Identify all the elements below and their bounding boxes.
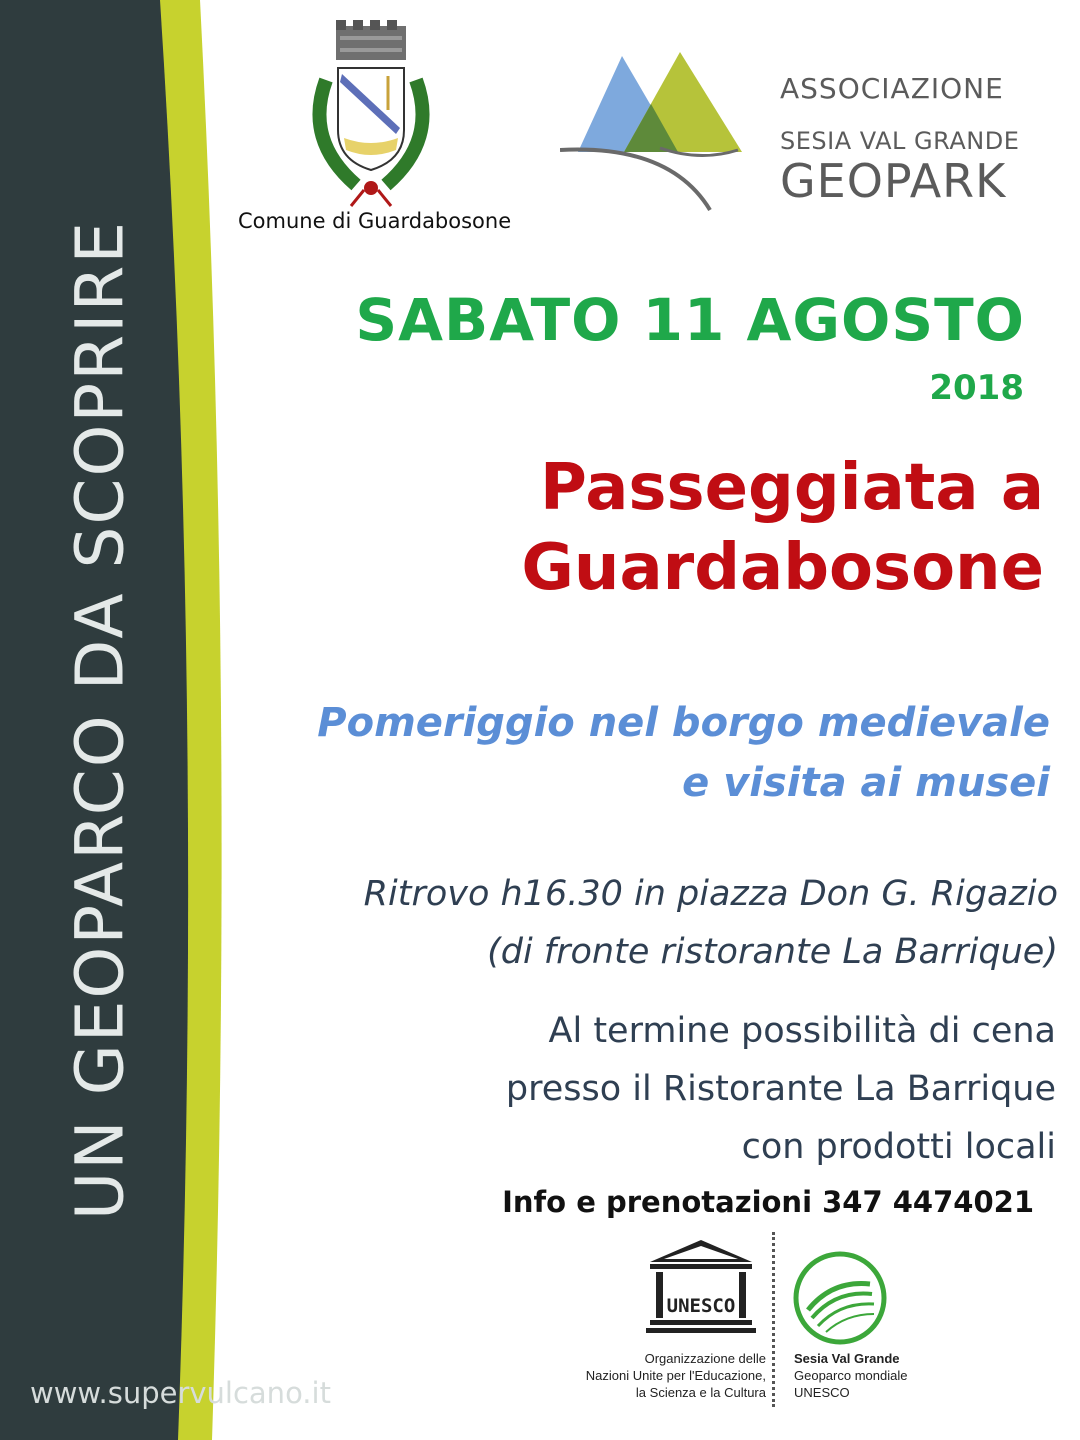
vertical-slogan: UN GEOPARCO DA SCOPRIRE xyxy=(61,219,139,1221)
unesco-temple-icon xyxy=(646,1238,756,1338)
event-title xyxy=(300,448,1044,608)
dinner-line1: Al termine possibilità di cena xyxy=(548,1011,1056,1051)
geopark-caption xyxy=(794,1350,994,1401)
association-name xyxy=(780,72,1050,207)
unesco-caption-line1: Organizzazione delle xyxy=(644,1351,766,1366)
unesco-caption-line3: la Scienza e la Cultura xyxy=(635,1385,766,1400)
unesco-caption-line2: Nazioni Unite per l'Educazione, xyxy=(585,1368,766,1383)
association-line1: ASSOCIAZIONE xyxy=(780,72,1004,105)
unesco-logo-text: UNESCO xyxy=(666,1295,736,1317)
dinner-line3: con prodotti locali xyxy=(741,1127,1056,1167)
event-subtitle-line2: e visita ai musei xyxy=(682,760,1050,806)
event-subtitle-line1: Pomeriggio nel borgo medievale xyxy=(317,700,1050,746)
event-title-line1: Passeggiata a xyxy=(540,451,1044,525)
global-geopark-icon xyxy=(792,1250,888,1346)
association-line3: GEOPARK xyxy=(780,154,1007,208)
booking-info[interactable]: Info e prenotazioni 347 4474021 xyxy=(502,1185,1034,1219)
unesco-caption xyxy=(520,1350,766,1401)
dinner-line2: presso il Ristorante La Barrique xyxy=(505,1069,1056,1109)
meeting-line2: (di fronte ristorante La Barrique) xyxy=(487,932,1058,972)
association-line2: SESIA VAL GRANDE xyxy=(780,127,1020,155)
event-date: SABATO 11 AGOSTO xyxy=(355,286,1025,354)
geopark-mountains-icon xyxy=(560,52,760,217)
website-url[interactable]: www.supervulcano.it xyxy=(30,1376,331,1410)
meeting-line1: Ritrovo h16.30 in piazza Don G. Rigazio xyxy=(363,874,1058,914)
geopark-caption-line3: UNESCO xyxy=(794,1385,850,1400)
comune-name: Comune di Guardabosone xyxy=(238,209,512,233)
event-year: 2018 xyxy=(929,368,1024,408)
event-title-line2: Guardabosone xyxy=(521,531,1044,605)
geopark-caption-line1: Sesia Val Grande xyxy=(794,1351,900,1366)
dinner-info xyxy=(240,1002,1056,1176)
comune-crest-icon xyxy=(296,10,446,210)
logo-divider xyxy=(772,1232,775,1407)
geopark-caption-line2: Geoparco mondiale xyxy=(794,1368,908,1383)
meeting-point xyxy=(180,865,1058,981)
event-subtitle xyxy=(190,693,1050,813)
